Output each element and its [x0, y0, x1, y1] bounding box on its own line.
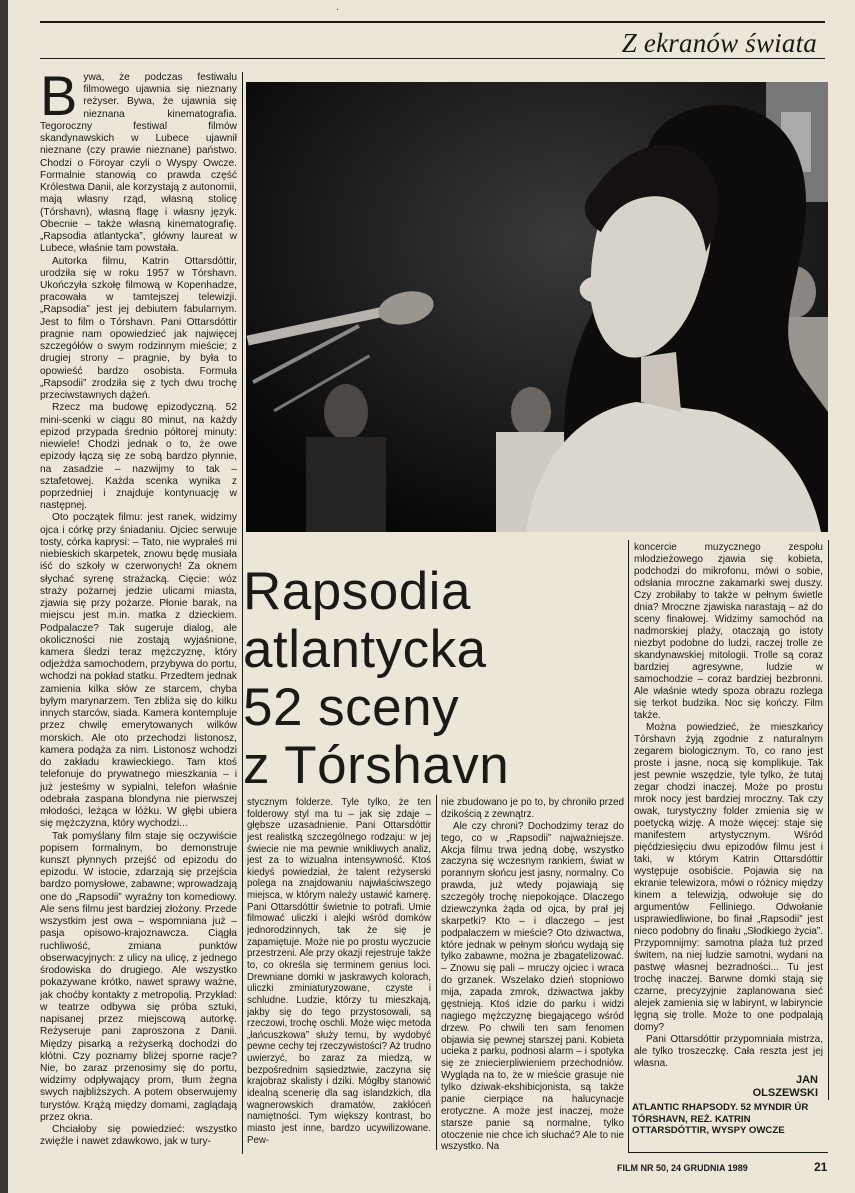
headline-line: z Tórshavn — [243, 736, 510, 795]
article-paragraph: Pani Ottarsdóttir przypomniała mistrza, ale tylko troszeczkę. Cała reszta jest jej własna. — [634, 1034, 823, 1069]
article-paragraph: nie zbudowano je po to, by chroniło przed dzikością z zewnątrz. — [441, 797, 624, 820]
byline — [700, 1074, 818, 1100]
article-paragraph: Oto początek filmu: jest ranek, widzimy ojca i córkę przy śniadaniu. Ojciec serwuje tosty, córka kaprysi: – Tato, nie wyprałeś mi niebieskich skarpetek, znowu będę musiała iść do szkoły w czerwonych! Za oknem słychać syrenę strażacką. Cięcie: wóz straży pożarnej jedzie ulicami miasta, zjawia się przy pożarze. Płonie barak, na miejscu jest m.in. matka z dzieckiem. Podpalacze? Tak sugeruje dialog, ale okoliczności nie zostają wyjaśnione, kamera śledzi teraz mężczyznę, który odjeżdża samochodem, przybywa do portu, wchodzi na pokład statku. Przedtem jednak zamienia kilka słów ze starcem, chyba byłym marynarzem. Ten zbliża się do kilku innych starców, siada. Kamera kontempluje przez chwilę emerytowanych wilków morskich. Ale oto przechodzi listonosz, kamera podąża za nim. Listonosz wchodzi do zakładu krawieckiego. Tam ktoś telefonuje do prywatnego mieszkania – i już jesteśmy w sypialni, telefon właśnie odebrała zaspana blondyna nie pierwszej młodości, leżąca w łóżku. W głębi ubiera się mężczyzna, który wychodzi... — [40, 512, 237, 830]
concert-photo — [246, 82, 828, 532]
drop-cap: B — [40, 72, 78, 127]
byline-last-name: OLSZEWSKI — [752, 1087, 818, 1099]
article-paragraph: Ale czy chroni? Dochodzimy teraz do tego, co w „Rapsodii” najważniejsze. Akcja filmu trwa jedną dobę, wszystko zaczyna się wczesnym rankiem, świat w porannym słońcu jest jasny, normalny. Co prawda, już wtedy pojawiają się szczegóły trochę niepokojące. Dlaczego dziewczynka żąda od ojca, by prał jej skarpetki? Kto – i dlaczego – jest podpalaczem w mieście? Oto dziwactwa, które jednak w pełnym słońcu wydają się tylko zabawne, można je zbagatelizować. – Znowu się pali – mruczy ojciec i wraca do grzanek. Wszelako dzień stopniowo mija, zapada zmrok, dziwactwa jakby gęstnieją. Ktoś idzie do parku i widzi nagiego mężczyznę biegającego wśród drzew. Po chwili ten sam fenomen objawia się pewnej starszej pani. Kobieta ucieka z parku, podnosi alarm – i spotyka się ze zniecierpliwieniem przechodniów. Wygląda na to, że w mieście grasuje nie tylko dziwak-ekshibicjonista, są także panie cierpiące na halucynacje erotyczne. A może jest inaczej, może starsze panie są normalne, tylko otoczenie nie chce ich słuchać? Ale to nie wszystko. Na — [441, 820, 624, 1152]
column-rule — [628, 540, 629, 1152]
page-number: 21 — [814, 1160, 828, 1174]
article-paragraph: Tak pomyślany film staje się oczywiście popisem formalnym, bo demonstruje kunszt płynnych przejść od epizodu do epizodu. W istocie, zdarzają się przejścia bardzo pomysłowe, zabawne; wprowadzają one do „Rapsodii” wyraźny ton komediowy. Ale sens filmu jest bardziej złożony. Przede wszystkim jest owa – wspomniana już – pasja opisowo-krajoznawcza. Ciągła ruchliwość, zmiana punktów obserwacyjnych: z ulicy na ulicę, z jednego środowiska do drugiego. Ale wszystko pokazywane krótko, nawet sprawy ważne, jak choćby kontakty z metropolią. Przykład: w teatrze odbywa się próba sztuki, napisanej przez miejscową autorkę. Reżyseruje pani zaproszona z Danii. Między pisarką a reżyserką dochodzi do kłótni. Czy poznamy bliżej sporne racje? Nie, bo zaraz przenosimy się do portu, widzimy odpływający prom, tłum żegna swych najbliższych. A potem obserwujemy turystów. Krążą między domami, zaglądają przez okna. — [40, 830, 237, 1123]
headline-line: Rapsodia — [243, 562, 471, 621]
scan-edge — [0, 0, 8, 1193]
byline-first-name: JAN — [795, 1074, 818, 1086]
column-rule — [828, 540, 829, 1100]
article-column-2 — [247, 797, 431, 1152]
article-paragraph: Autorka filmu, Katrin Ottarsdóttir, urodziła się w roku 1957 w Tórshavn. Ukończyła szkołę filmową w Kopenhadze, pracowała w tamtejszej telewizji. „Rapsodia” jest jej debiutem fabularnym. Jest to film o Tórshavn. Pani Ottarsdóttir pragnie nam opowiedzieć jak najwięcej szczegółów o swym rodzinnym mieście; z drugiej strony – pragnie, by była to opowieść bardzo osobista. Formuła „Rapsodii” zrodziła się z tych dwu trochę przeciwstawnych dążeń. — [40, 255, 237, 402]
article-paragraph: stycznym folderze. Tyle tylko, że ten folderowy styl ma tu – jak się zdaje – głębsze uzasadnienie. Pani Ottarsdóttir jest realistką szczególnego rodzaju: w jej świecie nie ma pewnie wnikliwych analiz, jest za to wizualna intensywność. Ktoś kiedyś powiedział, że talent reżyserski polega na znajdowaniu najwłaściwszego miejsca, w którym należy ustawić kamerę. Pani Ottarsdóttir świetnie to potrafi. Umie filmować uliczki i alejki wśród domków jednorodzinnych, tak że się je zapamiętuje. Może nie po prostu wyczucie przestrzeni. Ale przy okazji rejestruje także to, co określa się terminem genius loci. Drewniane domki w jaskrawych kolorach, uliczki zminiaturyzowane, czyste i schludne. Ludzie, którzy tu mieszkają, jakby się do tego przystosowali, są rzeczowi, trochę oschli. Może więc metoda „łańcuszkowa” służy temu, by wydobyć pewne cechy tej rzeczywistości? Aż trudno uwierzyć, bo zaraz za miedzą, w bezpośrednim sąsiedztwie, zaczyna się krajobraz skalisty i dziki. Mógłby stanowić idealną scenerię dla sag islandzkich, dla wagnerowskich dramatów, zakłóceń namiętności. Tym większy kontrast, bo miasto jest inne, bardzo ucywilizowane. Pew- — [247, 797, 431, 1146]
photo-woman-at-microphone — [246, 82, 828, 532]
column-rule — [436, 795, 437, 1150]
article-paragraph: koncercie muzycznego zespołu młodzieżowego zjawia się kobieta, podchodzi do mikrofonu, mówi o sobie, odsłania mroczne zakamarki swej duszy. Czy zrobiłaby to także w pełnym świetle dnia? Mroczne zjawiska narastają – aż do sceny finałowej. Widzimy samochód na nadmorskiej plaży, otaczają go istoty niezbyt podobne do ludzi, raczej trolle ze skandynawskiej mitologii. Trolle są coraz bardziej agresywne, ludzie w samochodzie – coraz bardziej bezbronni. Ale właśnie wtedy spoza obrazu rozlega się terkot budzika. Noc się kończy. Film także. — [634, 542, 823, 721]
headline-line: atlantycka — [243, 620, 487, 679]
article-paragraph: Rzecz ma budowę epizodyczną. 52 mini-scenki w ciągu 80 minut, na każdy epizod przypada średnio półtorej minuty: niewiele! Chodzi jednak o to, że owe epizody łączą się ze sobą bardzo płynnie, na zasadzie – nazwijmy to tak – sztafetowej. Każda scenka wynika z poprzedniej i znajduje kontynuację w następnej. — [40, 402, 237, 512]
article-paragraph: ywa, że podczas festiwalu filmowego ujawnia się nieznany reżyser. Bywa, że ujawnia się nieznana kinematografia. Tegoroczny festiwal filmów skandynawskich w Lubece ujawnił nieznane (czy prawie nieznane) państwo. Chodzi o Föroyar czyli o Wyspy Owcze. Formalnie stanowią co prawda część Królestwa Danii, ale korzystają z autonomii, mają własny rząd, własną stolicę (Tórshavn), własną flagę i własny język. Obecnie – także własną kinematografię. „Rapsodia atlantycka”, główny laureat w Lubece, właśnie tam powstała. — [40, 72, 237, 255]
page-footer: FILM NR 50, 24 GRUDNIA 1989 — [617, 1163, 748, 1173]
article-column-1 — [40, 72, 237, 1154]
article-paragraph: Można powiedzieć, że mieszkańcy Tórshavn żyją zgodnie z naturalnym zegarem biologicznym. To, co rano jest proste i jasne, nocą się komplikuje. Tak jest pewnie wszędzie, tyle tylko, że tutaj zegar chodzi inaczej. Może po prostu mrok nocy jest bardziej mroczny. Tak czy owak, turystyczny folder zmienia się w poetycką wizję. A może więcej: staje się manifestem artystycznym. Wśród pięćdziesięciu dwu epizodów filmu jest i taki, w którym Katrin Ottarsdóttir występuje osobiście. Pojawia się na ekranie telewizora, mówi o różnicy między kinem a telewizją, odwołuje się do argumentów Felliniego. Odwołanie usprawiedliwione, bo finał „Rapsodii” jest nieco podobny do finału „Słodkiego życia”. Przypomnijmy: samotna plaża tuż przed świtem, na niej ludzie samotni, wydani na pastwę własnej bezradności... Tu jest trochę inaczej. Barwne domki stają się czarne, precyzyjnie zaplanowana sieć alejek zamienia się w labirynt, w labiryncie lęgną się trolle. Może to one podpalają domy? — [634, 722, 823, 1033]
article-column-4 — [634, 542, 823, 1072]
section-title: Z ekranów świata — [621, 28, 817, 58]
caption-rule — [628, 1152, 828, 1153]
film-credit-caption: ATLANTIC RHAPSODY. 52 MYNDIR ÚR TÓRSHAVN, REŻ. KATRIN OTTARSDÓTTIR, WYSPY OWCZE — [632, 1102, 809, 1137]
article-headline — [243, 563, 509, 795]
article-column-3 — [441, 797, 624, 1152]
headline-line: 52 sceny — [243, 678, 460, 737]
top-rule — [40, 21, 825, 23]
article-paragraph: Chciałoby się powiedzieć: wszystko zwięźle i nawet zdawkowo, jak w tury- — [40, 1124, 237, 1148]
scan-mark: · — [336, 4, 340, 15]
